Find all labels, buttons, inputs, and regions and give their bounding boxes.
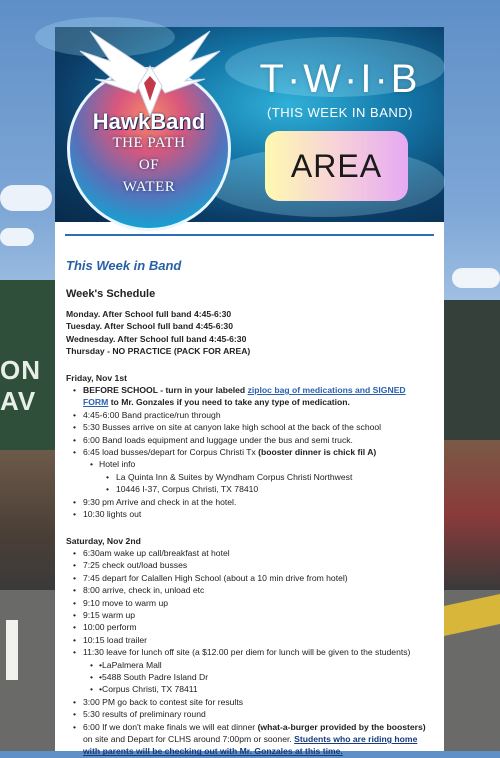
schedule-line: Tuesday. After School full band 4:45-6:30 <box>66 321 233 332</box>
list-item: • 10:15 load trailer <box>66 634 433 646</box>
list-item: • 5:30 results of preliminary round <box>66 708 433 720</box>
schedule-line: Wednesday. After School full band 4:45-6:30 <box>66 333 247 344</box>
area-badge: AREA <box>265 131 408 201</box>
list-item: • 3:00 PM go back to contest site for results <box>66 696 433 708</box>
background-sign-text: ON AV <box>0 355 41 416</box>
logo-line-3: WATER <box>122 179 176 195</box>
friday-list <box>66 384 433 458</box>
main-content <box>55 258 444 758</box>
hotel-details <box>66 471 433 496</box>
friday-heading: Friday, Nov 1st <box>66 372 127 383</box>
list-item: • 7:25 check out/load busses <box>66 559 433 571</box>
hotel-name: • La Quinta Inn & Suites by Wyndham Corpus Christi Northwest <box>66 471 433 483</box>
list-item: • 9:15 warm up <box>66 609 433 621</box>
background-crowd-left <box>0 450 58 590</box>
list-item: • BEFORE SCHOOL - turn in your labeled ziploc bag of medications and SIGNED FORM to Mr. Gonzales if you need to take any type of medication. <box>66 384 433 409</box>
logo-line-2: OF <box>138 157 160 173</box>
divider <box>65 234 434 236</box>
list-item: • 4:45-6:00 Band practice/run through <box>66 409 433 421</box>
saturday-heading: Saturday, Nov 2nd <box>66 535 141 546</box>
logo-title: HawkBand <box>92 109 206 134</box>
background-crowd-right <box>444 440 500 590</box>
saturday-list-end <box>66 696 433 758</box>
list-item: • 9:10 move to warm up <box>66 597 433 609</box>
friday-list-end <box>66 496 433 521</box>
list-item: • 6:00 If we don't make finals we will eat dinner (what-a-burger provided by the boosters) on site and Depart for CLHS around 7:00pm or sooner. Students who are riding home with parents will be checking out with Mr. Gonzales at this time. <box>66 721 433 758</box>
list-item: • 8:00 arrive, check in, unload etc <box>66 584 433 596</box>
weeks-schedule-heading: Week's Schedule <box>66 288 156 300</box>
newsletter-card <box>55 27 444 757</box>
weekday-schedule <box>66 308 433 358</box>
list-item: • 9:30 pm Arrive and check in at the hotel. <box>66 496 433 508</box>
list-item: • 6:45 load busses/depart for Corpus Christi Tx (booster dinner is chick fil A) <box>66 446 433 458</box>
logo-line-1: THE PATH <box>112 135 186 151</box>
list-item: • 5:30 Busses arrive on site at canyon lake high school at the back of the school <box>66 421 433 433</box>
twib-subtitle: (THIS WEEK IN BAND) <box>266 105 413 120</box>
saturday-list <box>66 547 433 659</box>
hotel-address: • 10446 I-37, Corpus Christi, TX 78410 <box>66 483 433 495</box>
list-item: • 6:30am wake up call/breakfast at hotel <box>66 547 433 559</box>
header-banner <box>55 27 444 222</box>
hotel-info-label: • Hotel info <box>66 458 433 470</box>
lunch-location <box>66 659 433 696</box>
section-title: This Week in Band <box>66 258 182 273</box>
schedule-line: Thursday - NO PRACTICE (PACK FOR AREA) <box>66 346 251 357</box>
medication-form-link[interactable]: ziploc bag of medications and SIGNED FORM <box>83 385 406 408</box>
background-cloud <box>452 268 500 288</box>
lunch-line: • •5488 South Padre Island Dr <box>66 671 433 683</box>
background-cloud <box>0 185 52 211</box>
list-item: • 10:00 perform <box>66 621 433 633</box>
twib-title: T·W·I·B <box>259 57 421 101</box>
list-item: • 11:30 leave for lunch off site (a $12.00 per diem for lunch will be given to the students) <box>66 646 433 658</box>
list-item: • 7:45 depart for Calallen High School (about a 10 min drive from hotel) <box>66 572 433 584</box>
background-cloud <box>0 228 34 246</box>
hotel-list <box>66 458 433 470</box>
lunch-line: • •Corpus Christi, TX 78411 <box>66 683 433 695</box>
lunch-line: • •LaPalmera Mall <box>66 659 433 671</box>
background-road-stripe <box>6 620 18 680</box>
schedule-line: Monday. After School full band 4:45-6:30 <box>66 309 232 319</box>
list-item: • 10:30 lights out <box>66 508 433 520</box>
list-item: • 6:00 Band loads equipment and luggage under the bus and semi truck. <box>66 434 433 446</box>
hawk-wings-icon <box>80 31 220 121</box>
